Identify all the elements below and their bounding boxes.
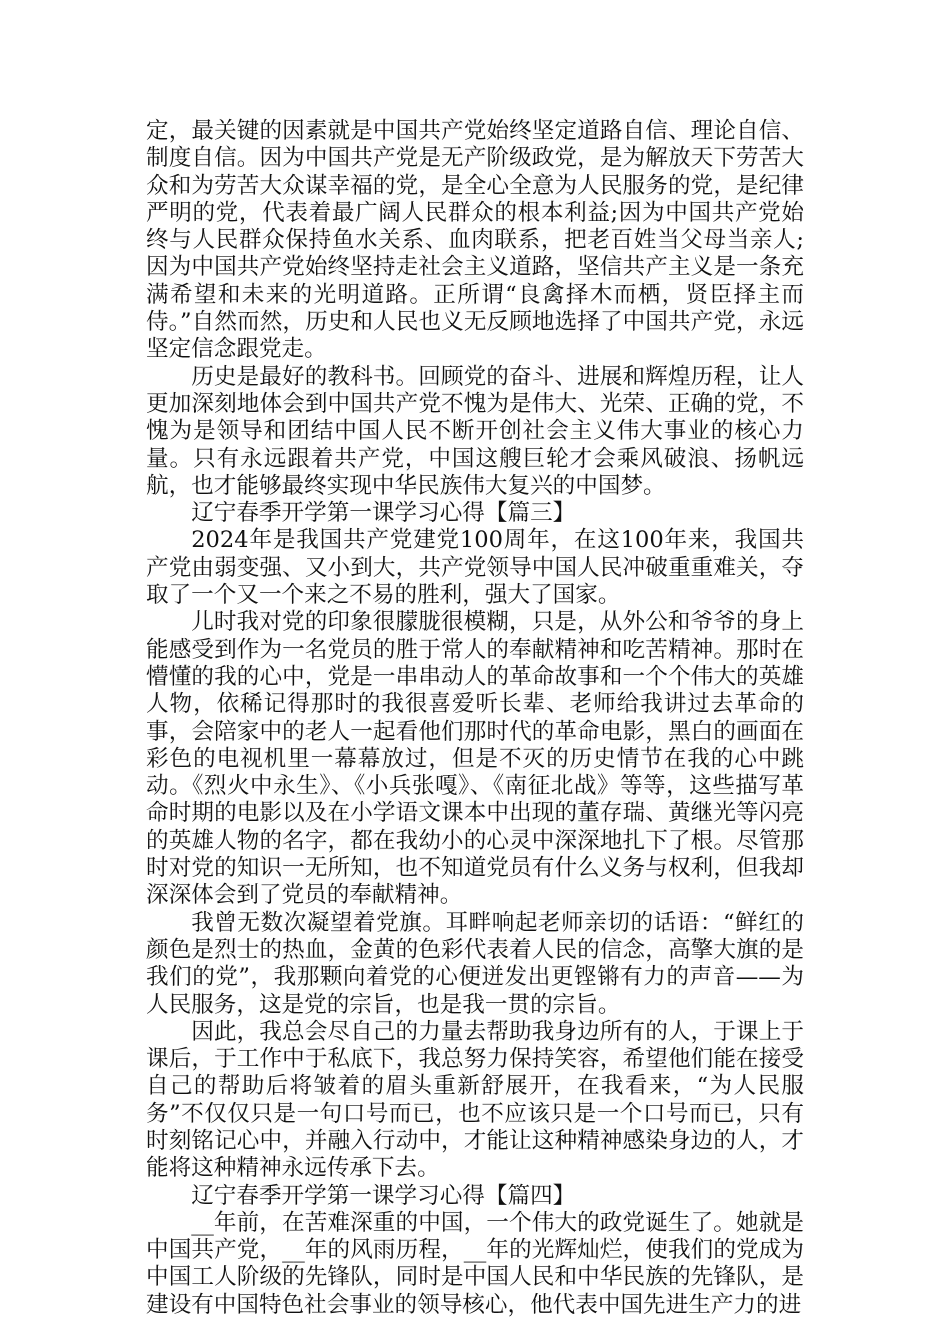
section-heading-part-four: 辽宁春季开学第一课学习心得【篇四】: [191, 1182, 576, 1209]
paragraph-continuation: 定，最关键的因素就是中国共产党始终坚定道路自信、理论自信、制度自信。因为中国共产党是无产阶级政党，是为解放天下劳苦大众和为劳苦大众谋幸福的党，是全心全意为人民服务的党，是纪律严明的党，代表着最广阔人民群众的根本利益;因为中国共产党始终与人民群众保持鱼水关系、血肉联系，把老百姓当父母当亲人;因为中国共产党始终坚持走社会主义道路，坚信共产主义是一条充满希望和未来的光明道路。正所谓“良禽择木而栖，贤臣择主而侍。”自然而然，历史和人民也义无反顾地选择了中国共产党，永远坚定信念跟党走。: [146, 118, 804, 363]
section-heading-part-three: 辽宁春季开学第一课学习心得【篇三】: [191, 500, 576, 527]
paragraph-party-flag: 我曾无数次凝望着党旗。耳畔响起老师亲切的话语：“鲜红的颜色是烈士的热血，金黄的色彩代表着人民的信念，高擎大旗的是我们的党”，我那颗向着党的心便迸发出更铿锵有力的声音——为人民服务，这是党的宗旨，也是我一贯的宗旨。: [146, 909, 804, 1018]
paragraph-centenary: 2024年是我国共产党建党100周年，在这100年来，我国共产党由弱变强、又小到大，共产党领导中国人民冲破重重难关，夺取了一个又一个来之不易的胜利，强大了国家。: [146, 527, 804, 609]
paragraph-history-textbook: 历史是最好的教科书。回顾党的奋斗、进展和辉煌历程，让人更加深刻地体会到中国共产党不愧为是伟大、光荣、正确的党，不愧为是领导和团结中国人民不断开创社会主义伟大事业的核心力量。只有永远跟着共产党，中国这艘巨轮才会乘风破浪、扬帆远航，也才能够最终实现中华民族伟大复兴的中国梦。: [146, 363, 804, 499]
paragraph-childhood: 儿时我对党的印象很朦胧很模糊，只是，从外公和爷爷的身上能感受到作为一名党员的胜于常人的奉献精神和吃苦精神。那时在懵懂的我的心中，党是一串串动人的革命故事和一个个伟大的英雄人物，依稀记得那时的我很喜爱听长辈、老师给我讲过去革命的事，会陪家中的老人一起看他们那时代的革命电影，黑白的画面在彩色的电视机里一幕幕放过，但是不灭的历史情节在我的心中跳动。《烈火中永生》、《小兵张嘎》、《南征北战》等等，这些描写革命时期的电影以及在小学语文课本中出现的董存瑞、黄继光等闪亮的英雄人物的名字，都在我幼小的心灵中深深地扎下了根。尽管那时对党的知识一无所知，也不知道党员有什么义务与权利，但我却深深体会到了党员的奉献精神。: [146, 609, 804, 909]
paragraph-serve-people: 因此，我总会尽自己的力量去帮助我身边所有的人，于课上于课后，于工作中于私底下，我总努力保持笑容，希望他们能在接受自己的帮助后将皱着的眉头重新舒展开，在我看来，“为人民服务”不仅仅只是一句口号而已，也不应该只是一个口号而已，只有时刻铭记心中，并融入行动中，才能让这种精神感染身边的人，才能将这种精神永远传承下去。: [146, 1018, 804, 1182]
document-page: [146, 118, 804, 1319]
paragraph-party-founding: __年前，在苦难深重的中国，一个伟大的政党诞生了。她就是中国共产党，__年的风雨历程，__年的光辉灿烂，使我们的党成为中国工人阶级的先锋队，同时是中国人民和中华民族的先锋队，是建设有中国特色社会事业的领导核心，他代表中国先进生产力的进: [146, 1209, 804, 1318]
